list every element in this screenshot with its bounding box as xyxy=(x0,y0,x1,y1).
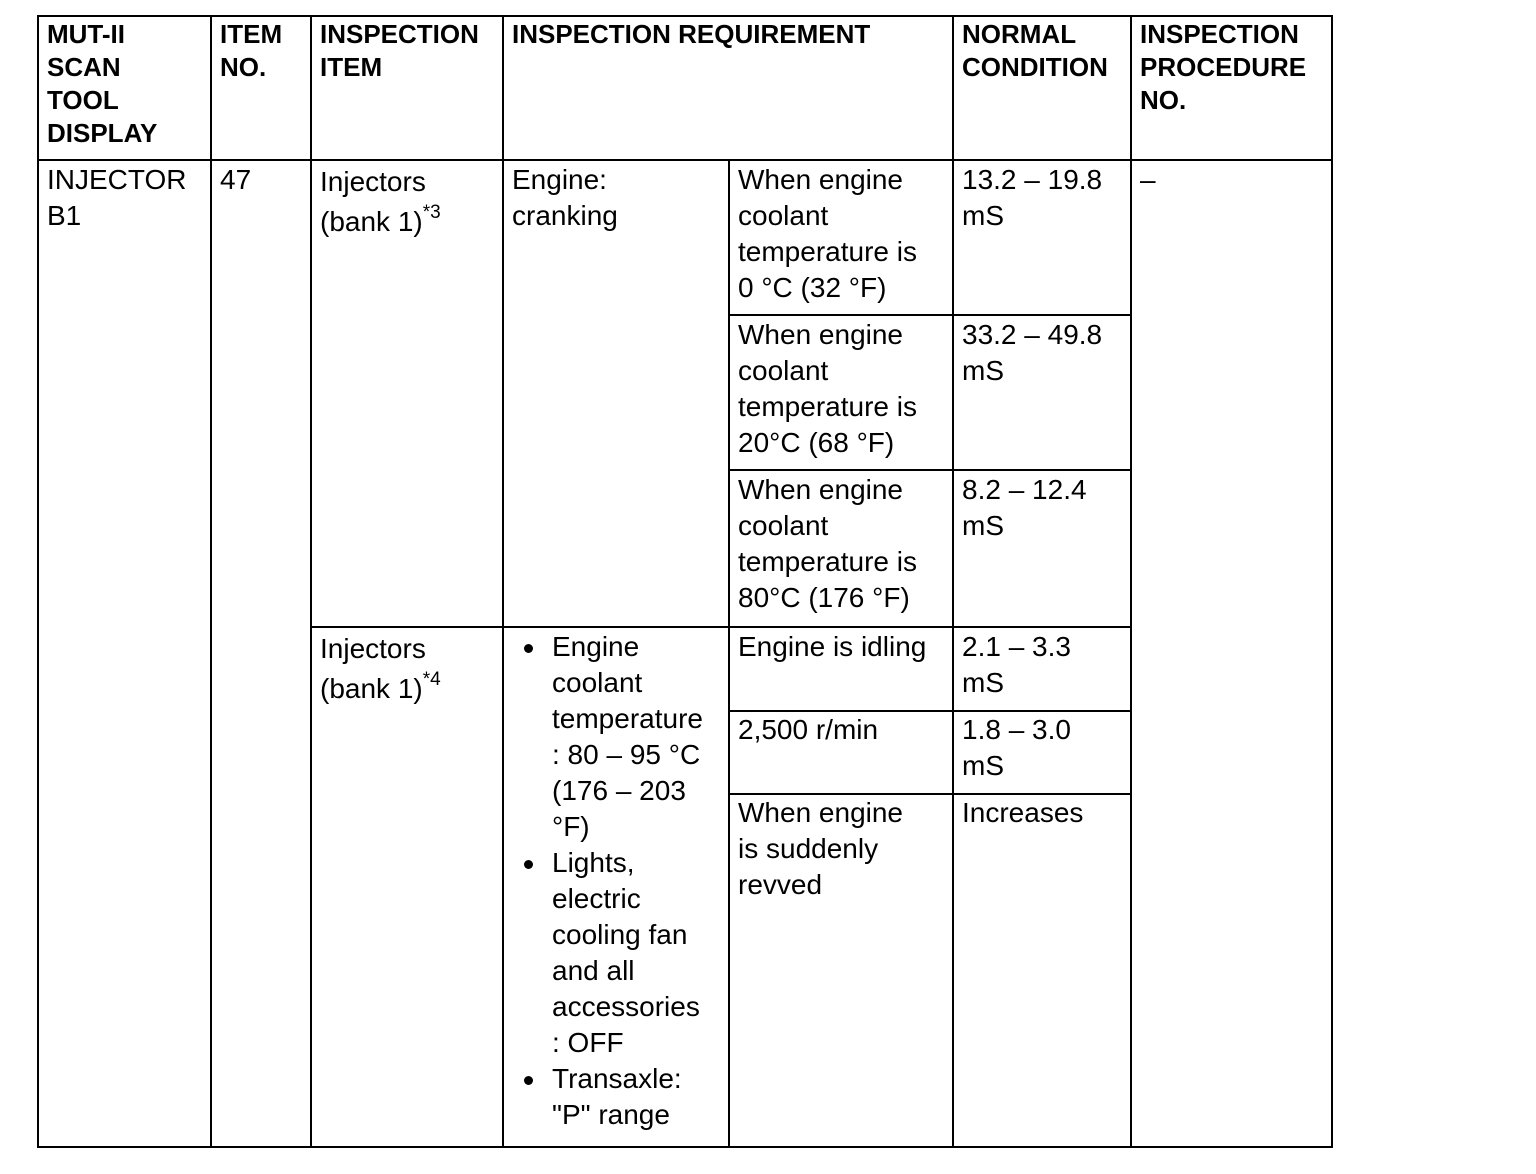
col-divider-5 xyxy=(952,15,954,1148)
requirement-b-bullet-text: Engine coolant temperature : 80 – 95 °C (176 – 203 °F) xyxy=(552,631,703,842)
condition-b2-requirement: 2,500 r/min xyxy=(738,714,879,745)
condition-a3-requirement: When engine coolant temperature is 80°C (176 °F) xyxy=(738,474,917,613)
condition-b3-normal: Increases xyxy=(962,797,1084,828)
col-divider-4 xyxy=(728,159,730,1148)
requirement-b-bullet xyxy=(504,1061,726,1133)
header-inspection-procedure-no: INSPECTION PROCEDURE NO. xyxy=(1140,19,1307,115)
requirement-b-bullet-text: Lights, electric cooling fan and all accessories : OFF xyxy=(552,847,700,1058)
header-divider xyxy=(37,159,1333,161)
header-inspection-item: INSPECTION ITEM xyxy=(320,19,479,82)
header-item-no: ITEM NO. xyxy=(220,19,283,82)
table-border-right xyxy=(1331,15,1333,1148)
condition-a2-requirement: When engine coolant temperature is 20°C (68 °F) xyxy=(738,319,917,458)
row-divider-a1 xyxy=(728,314,1132,316)
requirement-b-bullet xyxy=(504,629,726,845)
header-inspection-requirement: INSPECTION REQUIREMENT xyxy=(512,19,871,49)
col-divider-1 xyxy=(210,15,212,1148)
item-no-value: 47 xyxy=(220,164,252,195)
condition-b3-requirement: When engine is suddenly revved xyxy=(738,797,904,900)
requirement-b-bullet-text: Transaxle: "P" range xyxy=(552,1063,682,1130)
bullet-dot-icon xyxy=(524,1076,533,1085)
condition-a1-requirement: When engine coolant temperature is 0 °C (32 °F) xyxy=(738,164,917,303)
inspection-item-a xyxy=(320,162,441,242)
condition-a3-normal: 8.2 – 12.4 mS xyxy=(962,474,1087,541)
inspection-item-a-label: Injectors (bank 1) xyxy=(320,166,426,237)
inspection-item-b xyxy=(320,629,441,709)
requirement-a: Engine: cranking xyxy=(512,164,618,231)
condition-b1-normal: 2.1 – 3.3 mS xyxy=(962,631,1071,698)
inspection-item-b-note: *4 xyxy=(422,668,441,690)
inspection-item-a-note: *3 xyxy=(422,201,441,223)
condition-b2-normal: 1.8 – 3.0 mS xyxy=(962,714,1071,781)
procedure-no-value: – xyxy=(1140,164,1156,195)
table-border-top xyxy=(37,15,1333,17)
group-divider xyxy=(310,626,1132,628)
header-normal-condition: NORMAL CONDITION xyxy=(962,19,1108,82)
requirement-b-bullet xyxy=(504,845,726,1061)
col-divider-6 xyxy=(1130,15,1132,1148)
inspection-item-b-label: Injectors (bank 1) xyxy=(320,633,426,704)
table-border-left xyxy=(37,15,39,1148)
scan-tool-display-value: INJECTOR B1 xyxy=(47,164,187,231)
bullet-dot-icon xyxy=(524,644,533,653)
condition-b1-requirement: Engine is idling xyxy=(738,631,927,662)
table-border-bottom xyxy=(37,1146,1333,1148)
requirement-b-list xyxy=(504,629,726,1133)
bullet-dot-icon xyxy=(524,860,533,869)
row-divider-a2 xyxy=(728,469,1132,471)
header-scan-tool-display: MUT-II SCAN TOOL DISPLAY xyxy=(47,19,158,148)
col-divider-2 xyxy=(310,15,312,1148)
condition-a2-normal: 33.2 – 49.8 mS xyxy=(962,319,1103,386)
condition-a1-normal: 13.2 – 19.8 mS xyxy=(962,164,1103,231)
